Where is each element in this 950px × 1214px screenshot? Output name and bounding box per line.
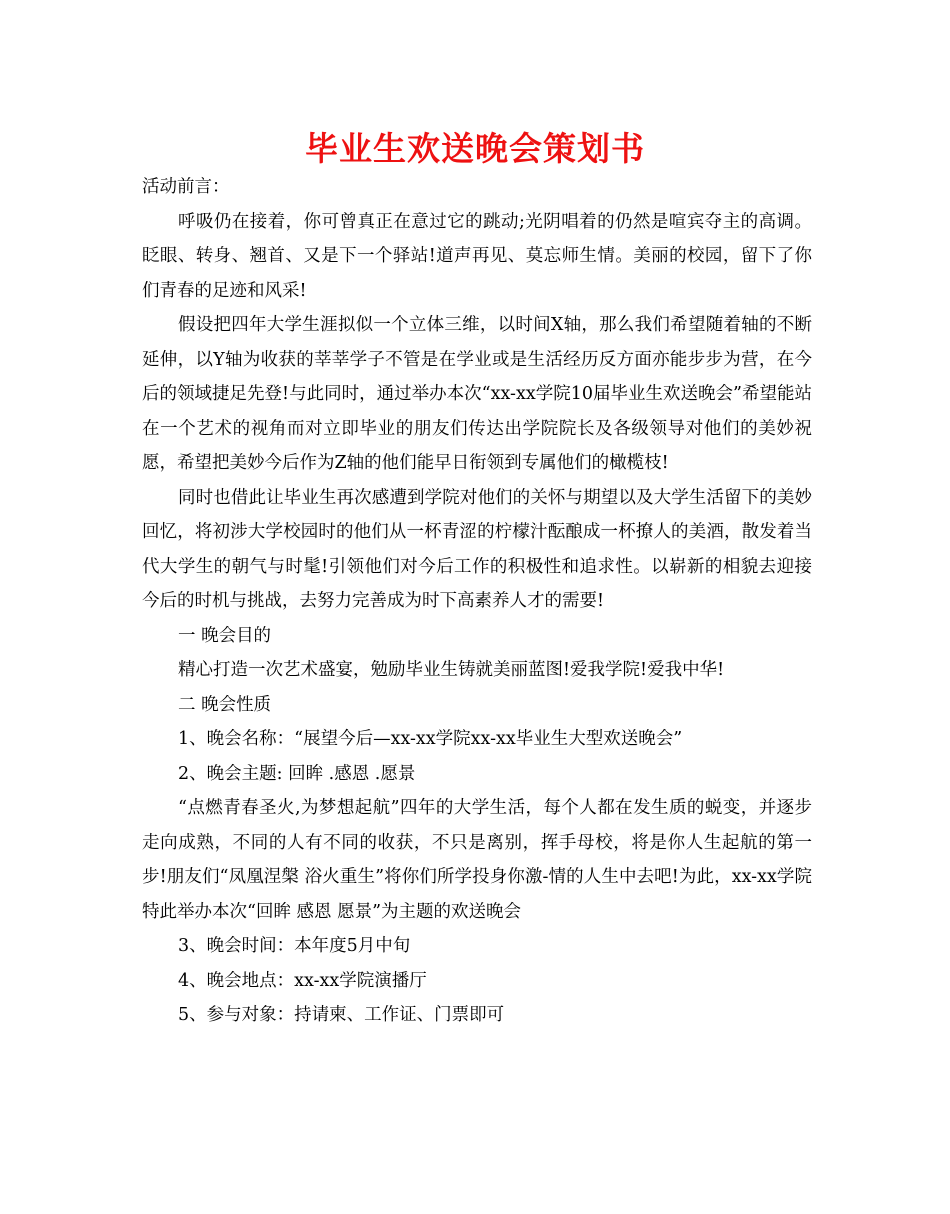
- list-item-participants: 5、参与对象：持请柬、工作证、门票即可: [178, 1005, 505, 1025]
- list-item-name: 1、晚会名称：“展望今后—xx-xx学院xx-xx毕业生大型欢送晚会”: [178, 729, 683, 749]
- document-body: [142, 170, 812, 1033]
- preface-paragraph-1: 呼吸仍在接着，你可曾真正在意过它的跳动;光阴唱着的仍然是喧宾夺主的高调。眨眼、转身、翘首、又是下一个驿站!道声再见、莫忘师生情。美丽的校园，留下了你们青春的足迹和风采!: [142, 211, 812, 301]
- list-item-time: 3、晚会时间：本年度5月中旬: [178, 936, 411, 956]
- preface-label: 活动前言：: [142, 177, 230, 197]
- theme-paragraph: “点燃青春圣火,为梦想起航”四年的大学生活，每个人都在发生质的蜕变，并逐步走向成熟，不同的人有不同的收获，不只是离别，挥手母校，将是你人生起航的第一步!朋友们“凤凰涅槃 浴火重生”将你们所学投身你激-情的人生中去吧!为此，xx-xx学院特此举办本次“回眸 感恩 愿景”为主题的欢送晚会: [142, 798, 812, 922]
- preface-paragraph-3: 同时也借此让毕业生再次感遭到学院对他们的关怀与期望以及大学生活留下的美妙回忆，将初涉大学校园时的他们从一杯青涩的柠檬汁酝酿成一杯撩人的美酒，散发着当代大学生的朝气与时髦!引领他们对今后工作的积极性和追求性。以崭新的相貌去迎接今后的时机与挑战，去努力完善成为时下高素养人才的需要!: [142, 487, 812, 611]
- list-item-theme: 2、晚会主题: 回眸 .感恩 .愿景: [178, 763, 416, 784]
- section-heading-nature: 二 晚会性质: [178, 694, 272, 715]
- list-item-venue: 4、晚会地点：xx-xx学院演播厅: [178, 970, 427, 991]
- section-text-purpose: 精心打造一次艺术盛宴，勉励毕业生铸就美丽蓝图!爱我学院!爱我中华!: [178, 660, 725, 680]
- document-title: 毕业生欢送晚会策划书: [305, 129, 645, 168]
- section-heading-purpose: 一 晚会目的: [178, 625, 272, 646]
- preface-paragraph-2: 假设把四年大学生涯拟似一个立体三维，以时间X轴，那么我们希望随着轴的不断延伸，以Y轴为收获的莘莘学子不管是在学业或是生活经历反方面亦能步步为营，在今后的领域捷足先登!与此同时，通过举办本次“xx-xx学院10届毕业生欢送晚会”希望能站在一个艺术的视角而对立即毕业的朋友们传达出学院院长及各级领导对他们的美妙祝愿，希望把美妙今后作为Z轴的他们能早日衔领到专属他们的橄榄枝!: [142, 315, 812, 473]
